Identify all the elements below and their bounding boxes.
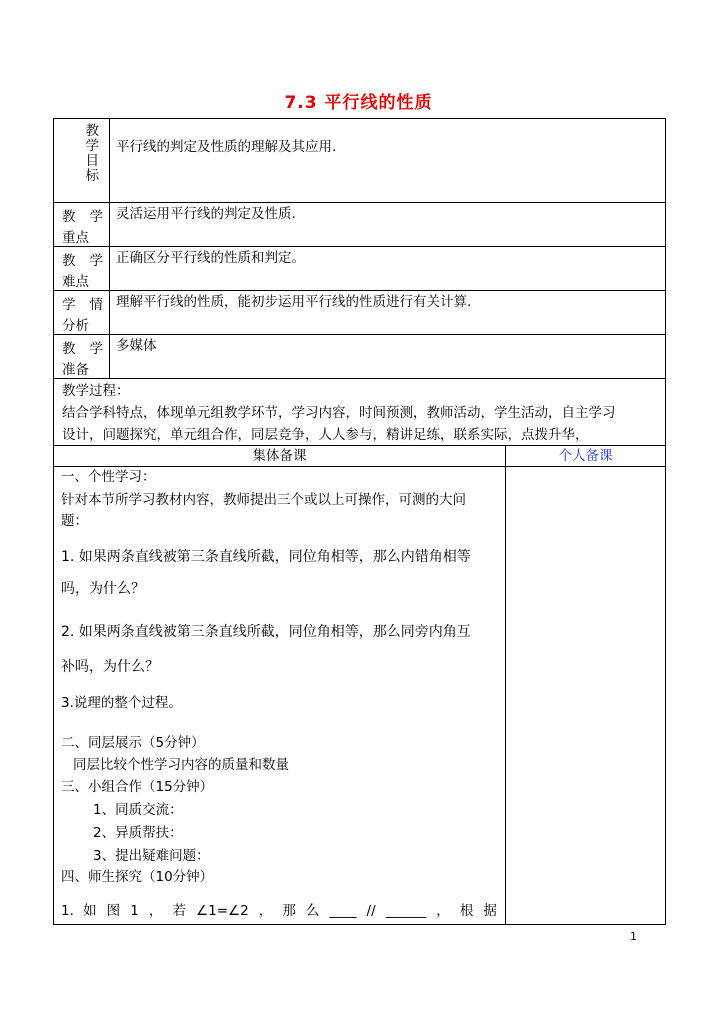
- page-title: 7.3 平行线的性质: [284, 93, 433, 113]
- objective-label-char: 目: [85, 153, 99, 169]
- section-heading: 四、师生探究（10分钟）: [61, 869, 214, 885]
- lesson-plan-table: [53, 118, 666, 925]
- collective-prep-body: [54, 467, 506, 924]
- column-header-row: [54, 446, 665, 467]
- question-text: 1. 如果两条直线被第三条直线所截，同位角相等，那么内错角相等: [61, 549, 471, 565]
- exercise-part: ，: [436, 903, 450, 919]
- exercise-blank: ____: [329, 903, 357, 919]
- section-text: 题：: [61, 513, 88, 529]
- preparation-label: [54, 335, 110, 378]
- page-number: 1: [630, 930, 637, 943]
- section-heading: 二、同层展示（5分钟）: [61, 735, 205, 751]
- section-text: 同层比较个性学习内容的质量和数量: [73, 757, 289, 773]
- process-line: 设计，问题探究，单元组合作，同层竞争，人人参与，精讲足练，联系实际，点拨升华，: [62, 427, 589, 443]
- section-heading: 一、个性学习：: [61, 469, 156, 485]
- exercise-part: //: [366, 903, 376, 919]
- label-char: 学: [89, 209, 103, 225]
- row-difficulties: [54, 247, 665, 291]
- label-char: 情: [89, 297, 103, 313]
- analysis-label: [54, 291, 110, 334]
- exercise-part: 那: [282, 903, 296, 919]
- key-points-content: 灵活运用平行线的判定及性质.: [116, 206, 296, 222]
- objective-label: [54, 119, 110, 202]
- difficulties-label: [54, 247, 110, 290]
- label-char: 学: [62, 297, 76, 313]
- objective-label-char: 教: [85, 123, 99, 139]
- question-text: 补吗，为什么？: [61, 659, 159, 675]
- row-learner-analysis: [54, 291, 665, 335]
- list-item: 1、同质交流：: [93, 802, 183, 818]
- personal-prep-header: 个人备课: [558, 448, 613, 464]
- analysis-content: 理解平行线的性质，能初步运用平行线的性质进行有关计算.: [116, 294, 472, 310]
- label-char: 教: [62, 253, 76, 269]
- key-points-label: [54, 203, 110, 246]
- exercise-part: ，: [148, 903, 163, 919]
- exercise-part: ∠1=∠2: [196, 903, 249, 919]
- label-line: 准备: [62, 362, 89, 378]
- label-line: 难点: [62, 274, 89, 290]
- objective-label-char: 学: [85, 138, 99, 154]
- list-item: 3、提出疑难问题：: [93, 848, 210, 864]
- exercise-line: [61, 899, 497, 923]
- exercise-blank: ______: [385, 903, 427, 919]
- preparation-content: 多媒体: [116, 338, 157, 354]
- exercise-part: ，: [258, 903, 273, 919]
- difficulties-content: 正确区分平行线的性质和判定。: [116, 250, 305, 266]
- exercise-part: 据: [483, 903, 497, 919]
- section-text: 针对本节所学习教材内容，教师提出三个或以上可操作，可测的大问: [61, 492, 466, 508]
- exercise-part: 1．如: [61, 903, 97, 919]
- exercise-part: 么: [305, 903, 320, 919]
- row-teaching-process: [54, 379, 665, 446]
- exercise-part: 根: [459, 903, 474, 919]
- exercise-part: 若: [172, 903, 186, 919]
- question-text: 吗，为什么？: [61, 581, 145, 597]
- section-heading: 三、小组合作（15分钟）: [61, 779, 214, 795]
- process-line: 结合学科特点，体现单元组教学环节，学习内容，时间预测，教师活动，学生活动，自主学习: [62, 405, 616, 421]
- label-char: 教: [62, 341, 76, 357]
- label-line: 分析: [62, 318, 89, 334]
- collective-prep-header: 集体备课: [54, 446, 506, 466]
- objective-label-char: 标: [85, 168, 99, 184]
- label-char: 学: [89, 341, 103, 357]
- objective-content: 平行线的判定及性质的理解及其应用.: [116, 139, 337, 155]
- question-text: 2. 如果两条直线被第三条直线所截，同位角相等，那么同旁内角互: [61, 624, 471, 640]
- label-char: 教: [62, 209, 76, 225]
- row-teaching-objective: [54, 119, 665, 203]
- row-preparation: [54, 335, 665, 379]
- list-item: 2、异质帮扶：: [93, 825, 183, 841]
- label-char: 学: [89, 253, 103, 269]
- process-heading: 教学过程：: [62, 383, 130, 399]
- question-text: 3.说理的整个过程。: [61, 695, 182, 711]
- label-line: 重点: [62, 230, 89, 246]
- row-key-points: [54, 203, 665, 247]
- exercise-part: 图: [106, 903, 121, 919]
- exercise-part: 1: [130, 903, 139, 919]
